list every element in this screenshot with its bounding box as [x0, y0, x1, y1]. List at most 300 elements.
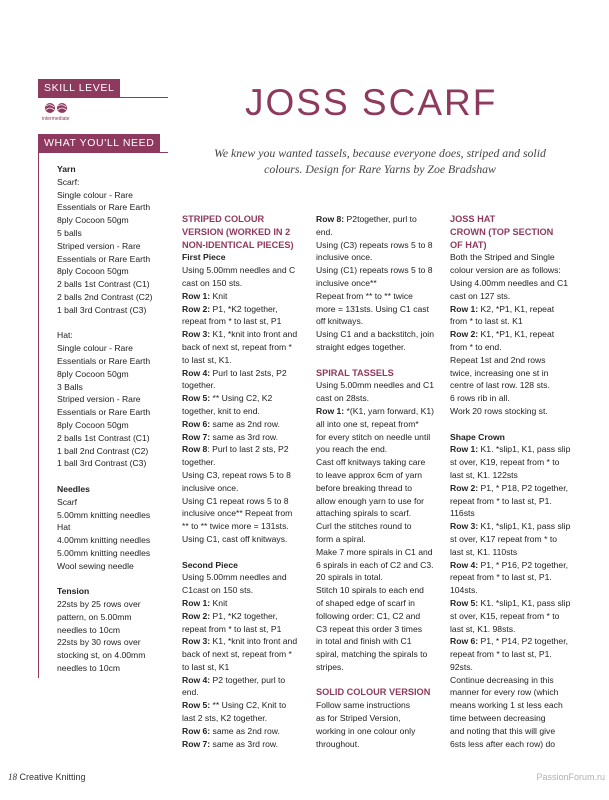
material-line: needles to 10cm — [57, 624, 121, 635]
pattern-line — [450, 661, 580, 674]
pattern-line — [182, 738, 310, 751]
instruction-text: and noting that this will give — [450, 725, 556, 736]
material-line: 22sts by 25 rows over — [57, 599, 141, 610]
pattern-line — [450, 623, 580, 636]
section-heading: SOLID COLOUR VERSION — [316, 687, 431, 698]
pattern-line — [316, 264, 444, 277]
material-line: 2 balls 1st Contrast (C1) — [57, 279, 150, 290]
instruction-text: allow enough yarn to use for — [316, 495, 424, 506]
instruction-text: Using C1 repeat rows 5 to 8 — [182, 495, 289, 506]
pattern-line — [182, 290, 310, 303]
section-heading: Needles — [57, 483, 90, 494]
magazine-name: Creative Knitting — [19, 772, 86, 782]
row-label: Row 2: — [450, 329, 479, 340]
pattern-line — [316, 738, 444, 751]
pattern-line — [316, 712, 444, 725]
instruction-text: from * to end. — [450, 341, 502, 352]
instruction-text: same as 2nd row. — [210, 725, 280, 736]
instruction-text: you reach the end. — [316, 444, 388, 455]
instruction-text: inclusive once. — [182, 482, 239, 493]
instruction-text: repeat from * to last st, P1 — [182, 316, 282, 327]
skill-level-rule — [38, 97, 168, 98]
pattern-line — [450, 712, 580, 725]
pattern-line — [182, 610, 310, 623]
pattern-line — [450, 725, 580, 738]
pattern-line — [182, 635, 310, 648]
instruction-text: Repeat from ** to ** twice — [316, 290, 413, 301]
pattern-line — [316, 661, 444, 674]
pattern-line — [450, 277, 580, 290]
spacer — [316, 354, 444, 367]
material-line: Essentials or Rare Earth — [57, 407, 151, 418]
row-label: Row 8: — [316, 214, 345, 224]
pattern-line — [450, 469, 580, 482]
pattern-line — [316, 277, 444, 290]
instruction-text: P2 together, purl to — [210, 674, 286, 685]
pattern-line — [450, 315, 580, 328]
instruction-text: inclusive once** Repeat from — [182, 508, 293, 519]
material-line: Hat — [57, 522, 71, 533]
pattern-line — [316, 571, 444, 584]
instruction-text: st over, K17 repeat from * to — [450, 533, 557, 544]
pattern-line — [450, 533, 580, 546]
pattern-line — [450, 290, 580, 303]
pattern-line — [316, 725, 444, 738]
material-line: Striped version - Rare — [57, 240, 141, 251]
material-line: 5.00mm knitting needles — [57, 547, 151, 558]
pattern-line — [450, 405, 580, 418]
row-label: Row 6: — [182, 418, 211, 429]
instruction-text: spiral, matching the spirals to — [316, 649, 428, 660]
row-label: Row 3: — [450, 521, 479, 532]
instruction-text: form a spiral. — [316, 533, 366, 544]
instruction-text: manner for every row (which — [450, 687, 559, 698]
instruction-text: straight edges together. — [316, 341, 406, 352]
pattern-line — [316, 443, 444, 456]
instruction-text: Make 7 more spirals in C1 and — [316, 546, 433, 557]
instruction-text: inclusive once. — [316, 252, 373, 263]
row-label: Row 1: — [450, 444, 479, 455]
material-line: 22sts by 30 rows over — [57, 637, 141, 648]
pattern-line — [182, 367, 310, 380]
instruction-text: repeat from * to last st, P1 — [182, 623, 282, 634]
row-label: Row 6: — [182, 725, 211, 736]
instruction-text: from * to last st. K1 — [450, 316, 523, 327]
instruction-text: together. — [182, 457, 216, 468]
pattern-column-2 — [316, 213, 444, 750]
instruction-text: off knitways. — [316, 316, 364, 327]
row-label: Row 4: — [450, 559, 479, 570]
instruction-text: P1, * P18, P2 together, — [478, 482, 568, 493]
instruction-text: C1cast on 150 sts. — [182, 585, 254, 596]
pattern-line — [450, 251, 580, 264]
instruction-text: more = 131sts. Using C1 cast — [316, 303, 429, 314]
pattern-line — [182, 712, 310, 725]
material-line: 1 ball 3rd Contrast (C3) — [57, 458, 147, 469]
pattern-line — [316, 431, 444, 444]
pattern-line — [316, 699, 444, 712]
instruction-text: repeat from * to last st, P1. — [450, 495, 552, 506]
pattern-line — [182, 418, 310, 431]
material-line: Single colour - Rare — [57, 189, 133, 200]
instruction-text: Using C1 and a backstitch, join — [316, 329, 434, 340]
instruction-text: ** to ** twice more = 131sts. — [182, 521, 289, 532]
instruction-text: Knit — [210, 290, 228, 301]
instruction-text: K1, *knit into front and — [210, 636, 298, 647]
spacer — [450, 418, 580, 431]
instruction-text: attaching spirals to scarf. — [316, 508, 412, 519]
instruction-text: Using (C1) repeats rows 5 to 8 — [316, 265, 433, 276]
pattern-line — [316, 584, 444, 597]
pattern-line — [316, 533, 444, 546]
instruction-text: last st, K1. 122sts — [450, 469, 518, 480]
pattern-line — [450, 546, 580, 559]
material-line: Scarf — [57, 496, 78, 507]
instruction-text: K1, *knit into front and — [210, 329, 298, 340]
pattern-line — [316, 456, 444, 469]
instruction-text: Using 5.00mm needles and — [182, 572, 287, 583]
pattern-line — [182, 341, 310, 354]
instruction-text: last st, K1. 110sts — [450, 546, 518, 557]
section-heading: OF HAT) — [450, 239, 487, 250]
material-line: 8ply Cocoon 50gm — [57, 266, 129, 277]
instruction-text: Knit — [210, 597, 228, 608]
section-heading: JOSS HAT — [450, 214, 496, 224]
instruction-text: twice, increasing one st in — [450, 367, 549, 378]
instruction-text: Using 5.00mm needles and C1 — [316, 380, 434, 391]
pattern-line — [316, 303, 444, 316]
instruction-text: Purl to last 2sts, P2 — [210, 367, 287, 378]
pattern-line — [316, 469, 444, 482]
instruction-text: repeat from * to last st, P1. — [450, 649, 552, 660]
instruction-text: before breaking thread to — [316, 482, 413, 493]
material-line: needles to 10cm — [57, 663, 121, 674]
pattern-column-3 — [450, 213, 580, 750]
material-line: 8ply Cocoon 50gm — [57, 419, 129, 430]
pattern-line — [450, 303, 580, 316]
pattern-line — [316, 226, 444, 239]
instruction-text: C3 repeat this order 3 times — [316, 623, 423, 634]
instruction-text: Stitch 10 spirals to each end — [316, 585, 424, 596]
material-line: 3 Balls — [57, 381, 83, 392]
spacer — [182, 546, 310, 559]
instruction-text: same as 3rd row. — [210, 431, 278, 442]
subheading: First Piece — [182, 252, 226, 263]
instruction-text: to last st, K1 — [182, 661, 230, 672]
pattern-line — [450, 699, 580, 712]
instruction-text: Using (C3) repeats rows 5 to 8 — [316, 239, 433, 250]
instruction-text: end. — [182, 687, 199, 698]
instruction-text: 6sts less after each row) do — [450, 738, 556, 749]
pattern-line — [316, 392, 444, 405]
instruction-text: P1, * P14, P2 together, — [478, 636, 568, 647]
pattern-line — [450, 456, 580, 469]
instruction-text: repeat from * to last st, P1. — [450, 572, 552, 583]
pattern-line — [450, 354, 580, 367]
spacer — [57, 317, 169, 330]
watermark: PassionForum.ru — [536, 772, 605, 782]
pattern-line — [182, 520, 310, 533]
material-line: Wool sewing needle — [57, 560, 134, 571]
row-label: Row 7: — [182, 738, 211, 749]
sidebar-vertical-rule — [38, 148, 39, 678]
pattern-line — [450, 648, 580, 661]
material-line: 5.00mm knitting needles — [57, 509, 151, 520]
row-label: Row 5: — [182, 700, 211, 711]
material-line: Scarf: — [57, 176, 80, 187]
pattern-line — [450, 559, 580, 572]
instruction-text: cast on 127 sts. — [450, 290, 511, 301]
spacer — [316, 674, 444, 687]
instruction-text: Repeat 1st and 2nd rows — [450, 354, 546, 365]
instruction-text: K1. *slip1, K1, pass slip — [478, 597, 571, 608]
row-label: Row 2: — [182, 303, 211, 314]
row-label: Row 2: — [450, 482, 479, 493]
pattern-line — [450, 738, 580, 751]
row-label: Row 5: — [450, 597, 479, 608]
row-label: Row 1: — [450, 303, 479, 314]
section-heading: NON-IDENTICAL PIECES) — [182, 239, 294, 250]
material-line: Essentials or Rare Earth — [57, 355, 151, 366]
instruction-text: centre of last row. 128 sts. — [450, 380, 550, 391]
instruction-text: Follow same instructions — [316, 700, 411, 711]
instruction-text: K1. *slip1, K1, pass slip — [478, 444, 571, 455]
pattern-line — [450, 482, 580, 495]
instruction-text: Both the Striped and Single — [450, 252, 555, 263]
pattern-line — [316, 341, 444, 354]
pattern-line — [182, 686, 310, 699]
pattern-line — [182, 623, 310, 636]
material-line: Essentials or Rare Earth — [57, 253, 151, 264]
section-heading: CROWN (TOP SECTION — [450, 226, 554, 237]
page-number: 18 — [8, 772, 17, 782]
instruction-text: K1, *P1, K1, repeat — [478, 329, 555, 340]
instruction-text: back of next st, repeat from * — [182, 649, 292, 660]
material-line: pattern, on 5.00mm — [57, 611, 132, 622]
pattern-line — [182, 277, 310, 290]
instruction-text: in total and finish with C1 — [316, 636, 412, 647]
pattern-line — [182, 661, 310, 674]
pattern-line — [182, 699, 310, 712]
instruction-text: back of next st, repeat from * — [182, 341, 292, 352]
pattern-line — [316, 648, 444, 661]
materials-list — [57, 163, 169, 675]
skill-level-text: intermediate — [42, 116, 70, 122]
pattern-line — [182, 469, 310, 482]
skill-level-label: SKILL LEVEL — [38, 79, 120, 97]
material-line: 1 ball 2nd Contrast (C2) — [57, 445, 149, 456]
instruction-text: 20 spirals in total. — [316, 572, 383, 583]
instruction-text: P1, *K2 together, — [210, 303, 278, 314]
pattern-line — [182, 443, 310, 456]
row-label: Row 2: — [182, 610, 211, 621]
pattern-line — [316, 623, 444, 636]
pattern-line — [450, 635, 580, 648]
material-line: 2 balls 1st Contrast (C1) — [57, 432, 150, 443]
instruction-text: as for Striped Version, — [316, 713, 401, 724]
instruction-text: Using 5.00mm needles and C — [182, 265, 296, 276]
instruction-text: stripes. — [316, 661, 344, 672]
instruction-text: Work 20 rows stocking st. — [450, 405, 548, 416]
pattern-line — [450, 367, 580, 380]
instruction-text: last 2 sts, K2 together. — [182, 713, 268, 724]
instruction-text: P1, *K2 together, — [210, 610, 278, 621]
pattern-line — [316, 559, 444, 572]
instruction-text: together. — [182, 380, 216, 391]
pattern-line — [450, 610, 580, 623]
pattern-line — [182, 648, 310, 661]
instruction-text: all into one st, repeat from* — [316, 418, 419, 429]
pattern-line — [450, 264, 580, 277]
pattern-line — [316, 635, 444, 648]
material-line: Essentials or Rare Earth — [57, 202, 151, 213]
row-label: Row 4: — [182, 367, 211, 378]
section-heading: SPIRAL TASSELS — [316, 367, 394, 378]
row-label: Row 8 — [182, 444, 208, 455]
instruction-text: means working 1 st less each — [450, 700, 563, 711]
pattern-line — [316, 379, 444, 392]
row-label: Row 1: — [182, 290, 211, 301]
what-you-need-rule — [38, 152, 168, 153]
material-line: 8ply Cocoon 50gm — [57, 368, 129, 379]
instruction-text: 104sts. — [450, 585, 478, 596]
instruction-text: time between decreasing — [450, 713, 546, 724]
what-you-need-label: WHAT YOU'LL NEED — [38, 134, 160, 152]
instruction-text: for every stitch on needle until — [316, 431, 431, 442]
pattern-line — [182, 584, 310, 597]
pattern-line — [316, 507, 444, 520]
instruction-text: P2together, purl to — [344, 214, 417, 224]
pattern-line — [316, 328, 444, 341]
pattern-line — [316, 597, 444, 610]
material-line: stocking st, on 4.00mm — [57, 650, 146, 661]
pattern-column-1 — [182, 213, 310, 750]
instruction-text: 6 spirals in each of C2 and C3. — [316, 559, 434, 570]
instruction-text: : Purl to last 2 sts, P2 — [207, 444, 289, 455]
pattern-line — [182, 303, 310, 316]
instruction-text: Using C1, cast off knitways. — [182, 533, 288, 544]
instruction-text: end. — [316, 226, 333, 237]
instruction-text: 6 rows rib in all. — [450, 393, 510, 404]
material-line: Striped version - Rare — [57, 394, 141, 405]
instruction-text: Cast off knitways taking care — [316, 457, 426, 468]
pattern-line — [182, 674, 310, 687]
pattern-line — [450, 571, 580, 584]
page-title: JOSS SCARF — [245, 82, 498, 123]
instruction-text: K2, *P1, K1, repeat — [478, 303, 555, 314]
instruction-text: cast on 28sts. — [316, 393, 370, 404]
instruction-text: to last st, K1. — [182, 354, 232, 365]
instruction-text: P1, * P16, P2 together, — [478, 559, 568, 570]
row-label: Row 7: — [182, 431, 211, 442]
material-line: Single colour - Rare — [57, 343, 133, 354]
instruction-text: 92sts. — [450, 661, 473, 672]
instruction-text: Curl the stitches round to — [316, 521, 412, 532]
intro-text: We knew you wanted tassels, because everyone does, striped and solid colours. Design for Rare Yarns by Zoe Bradshaw — [214, 146, 546, 176]
pattern-line — [316, 239, 444, 252]
pattern-line — [182, 405, 310, 418]
pattern-line — [316, 418, 444, 431]
instruction-text: Continue decreasing in this — [450, 674, 554, 685]
pattern-line — [316, 482, 444, 495]
pattern-line — [450, 392, 580, 405]
section-heading: STRIPED COLOUR — [182, 214, 265, 224]
row-label: Row 5: — [182, 393, 211, 404]
pattern-line — [182, 597, 310, 610]
instruction-text: st over, K19, repeat from * to — [450, 457, 560, 468]
pattern-line — [316, 213, 444, 226]
pattern-line — [182, 392, 310, 405]
section-heading: Tension — [57, 586, 90, 597]
row-label: Row 1: — [182, 597, 211, 608]
material-line: 5 balls — [57, 227, 82, 238]
pattern-line — [316, 251, 444, 264]
instruction-text: to leave approx 6cm of yarn — [316, 469, 423, 480]
page-footer — [8, 772, 86, 782]
instruction-text: of shaped edge of scarf in — [316, 597, 415, 608]
instruction-text: same as 2nd row. — [210, 418, 280, 429]
instruction-text: throughout. — [316, 738, 360, 749]
pattern-line — [450, 674, 580, 687]
pattern-line — [450, 686, 580, 699]
pattern-line — [316, 610, 444, 623]
pattern-line — [182, 315, 310, 328]
section-heading: VERSION (WORKED IN 2 — [182, 226, 291, 237]
pattern-line — [316, 315, 444, 328]
instruction-text: same as 3rd row. — [210, 738, 278, 749]
pattern-line — [450, 328, 580, 341]
instruction-text: colour version are as follows: — [450, 265, 561, 276]
instruction-text: st over, K15, repeat from * to — [450, 610, 560, 621]
material-line: 1 ball 3rd Contrast (C3) — [57, 304, 147, 315]
pattern-line — [316, 520, 444, 533]
pattern-line — [182, 725, 310, 738]
pattern-line — [450, 520, 580, 533]
pattern-line — [182, 482, 310, 495]
pattern-line — [316, 495, 444, 508]
subheading: Second Piece — [182, 559, 238, 570]
pattern-line — [182, 264, 310, 277]
pattern-line — [182, 354, 310, 367]
material-line: 4.00mm knitting needles — [57, 535, 151, 546]
pattern-line — [182, 431, 310, 444]
pattern-line — [182, 328, 310, 341]
pattern-line — [450, 443, 580, 456]
spacer — [57, 573, 169, 586]
instruction-text: following order: C1, C2 and — [316, 610, 421, 621]
pattern-line — [450, 495, 580, 508]
row-label: Row 3: — [182, 636, 211, 647]
spacer — [57, 470, 169, 483]
section-heading: Yarn — [57, 164, 76, 174]
instruction-text: working in one colour only — [316, 725, 416, 736]
pattern-line — [316, 405, 444, 418]
pattern-line — [182, 456, 310, 469]
row-label: Row 1: — [316, 405, 345, 416]
pattern-line — [450, 507, 580, 520]
instruction-text: ** Using C2, K2 — [210, 393, 273, 404]
instruction-text: 116sts — [450, 508, 475, 519]
instruction-text: K1, *slip1, K1, pass slip — [478, 521, 571, 532]
pattern-line — [182, 507, 310, 520]
instruction-text: last st, K1. 98sts. — [450, 623, 516, 634]
row-label: Row 3: — [182, 329, 211, 340]
instruction-text: together, knit to end. — [182, 405, 260, 416]
material-line: 8ply Cocoon 50gm — [57, 215, 129, 226]
instruction-text: cast on 150 sts. — [182, 277, 243, 288]
instruction-text: ** Using C2, Knit to — [210, 700, 287, 711]
pattern-line — [182, 379, 310, 392]
